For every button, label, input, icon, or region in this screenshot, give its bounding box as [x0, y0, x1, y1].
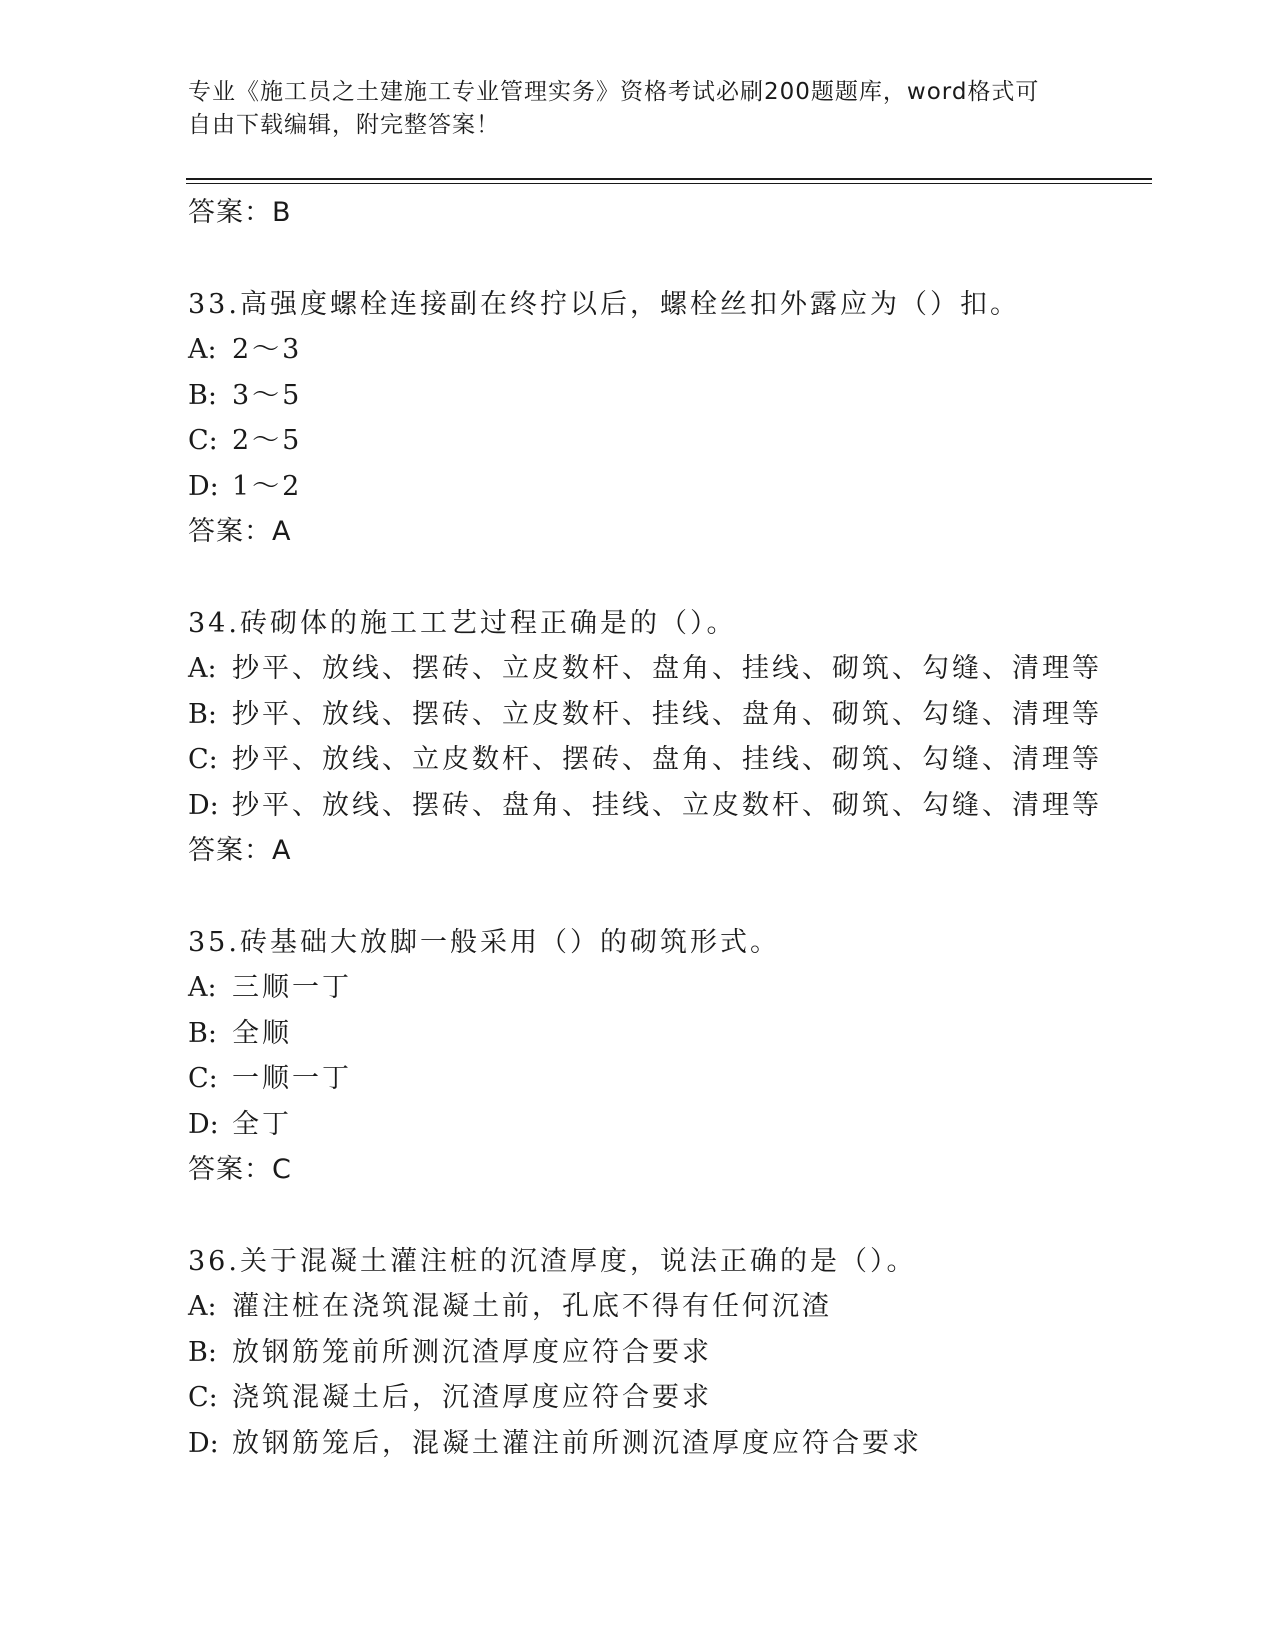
question-block-34 — [188, 601, 1148, 874]
answer-34: 答案：A — [188, 835, 292, 866]
option-text: 抄平、放线、立皮数杆、摆砖、盘角、挂线、砌筑、勾缝、清理等 — [232, 744, 1102, 775]
option-label: C: — [188, 425, 218, 456]
option-text: 全丁 — [232, 1108, 292, 1140]
option-text: 放钢筋笼前所测沉渣厚度应符合要求 — [232, 1336, 712, 1368]
option-35-c — [188, 1056, 1148, 1102]
option-label: A: — [188, 972, 217, 1003]
option-33-a — [188, 327, 1148, 373]
answer-32: 答案：B — [188, 197, 292, 228]
answer-33: 答案：A — [188, 516, 292, 547]
option-34-c — [188, 737, 1148, 783]
option-text: 3～5 — [232, 379, 303, 411]
option-label: D: — [188, 1427, 219, 1459]
option-34-b — [188, 692, 1148, 738]
option-34-d — [188, 783, 1148, 829]
option-text: 抄平、放线、摆砖、立皮数杆、挂线、盘角、砌筑、勾缝、清理等 — [232, 698, 1102, 730]
question-35-text: 35.砖基础大放脚一般采用（）的砌筑形式。 — [188, 926, 780, 958]
option-text: 全顺 — [232, 1017, 292, 1049]
option-36-a — [188, 1284, 1148, 1330]
option-33-d — [188, 464, 1148, 510]
option-text: 2～3 — [232, 334, 303, 365]
question-33-text: 33.高强度螺栓连接副在终拧以后，螺栓丝扣外露应为（）扣。 — [188, 288, 1020, 320]
spacer — [188, 236, 1148, 282]
option-label: B: — [188, 379, 217, 411]
option-label: A: — [188, 334, 217, 365]
option-text: 2～5 — [232, 425, 303, 456]
option-label: C: — [188, 744, 218, 775]
option-text: 抄平、放线、摆砖、立皮数杆、盘角、挂线、砌筑、勾缝、清理等 — [232, 653, 1102, 684]
spacer — [188, 874, 1148, 920]
option-label: D: — [188, 789, 219, 821]
header-rule-thin — [186, 183, 1152, 184]
question-34-text: 34.砖砌体的施工工艺过程正确是的（）。 — [188, 607, 737, 639]
option-label: C: — [188, 1382, 218, 1413]
option-label: B: — [188, 1336, 217, 1368]
question-block-35 — [188, 920, 1148, 1193]
spacer — [188, 1193, 1148, 1239]
question-block-33 — [188, 282, 1148, 555]
header-line-2: 自由下载编辑，附完整答案！ — [188, 112, 500, 138]
option-36-c — [188, 1375, 1148, 1421]
option-label: B: — [188, 698, 217, 730]
header-line-1: 专业《施工员之土建施工专业管理实务》资格考试必刷200题题库，word格式可 — [188, 79, 1040, 105]
option-34-a — [188, 646, 1148, 692]
header-rule-thick — [186, 178, 1152, 180]
option-33-c — [188, 418, 1148, 464]
option-text: 1～2 — [232, 470, 303, 502]
option-text: 灌注桩在浇筑混凝土前，孔底不得有任何沉渣 — [232, 1291, 832, 1322]
option-label: B: — [188, 1017, 217, 1049]
option-text: 一顺一丁 — [232, 1063, 352, 1094]
option-label: A: — [188, 653, 217, 684]
option-label: D: — [188, 470, 219, 502]
document-header — [188, 76, 1068, 142]
option-label: D: — [188, 1108, 219, 1140]
answer-35: 答案：C — [188, 1154, 292, 1185]
option-label: A: — [188, 1291, 217, 1322]
option-text: 浇筑混凝土后，沉渣厚度应符合要求 — [232, 1382, 712, 1413]
spacer — [188, 555, 1148, 601]
question-block-36 — [188, 1239, 1148, 1467]
option-33-b — [188, 373, 1148, 419]
option-text: 三顺一丁 — [232, 972, 352, 1003]
question-list — [188, 190, 1148, 1466]
option-35-b — [188, 1011, 1148, 1057]
option-text: 抄平、放线、摆砖、盘角、挂线、立皮数杆、砌筑、勾缝、清理等 — [232, 789, 1102, 821]
option-text: 放钢筋笼后，混凝土灌注前所测沉渣厚度应符合要求 — [232, 1427, 922, 1459]
option-35-d — [188, 1102, 1148, 1148]
option-36-b — [188, 1330, 1148, 1376]
option-label: C: — [188, 1063, 218, 1094]
option-35-a — [188, 965, 1148, 1011]
question-36-text: 36.关于混凝土灌注桩的沉渣厚度，说法正确的是（）。 — [188, 1245, 917, 1277]
option-36-d — [188, 1421, 1148, 1467]
